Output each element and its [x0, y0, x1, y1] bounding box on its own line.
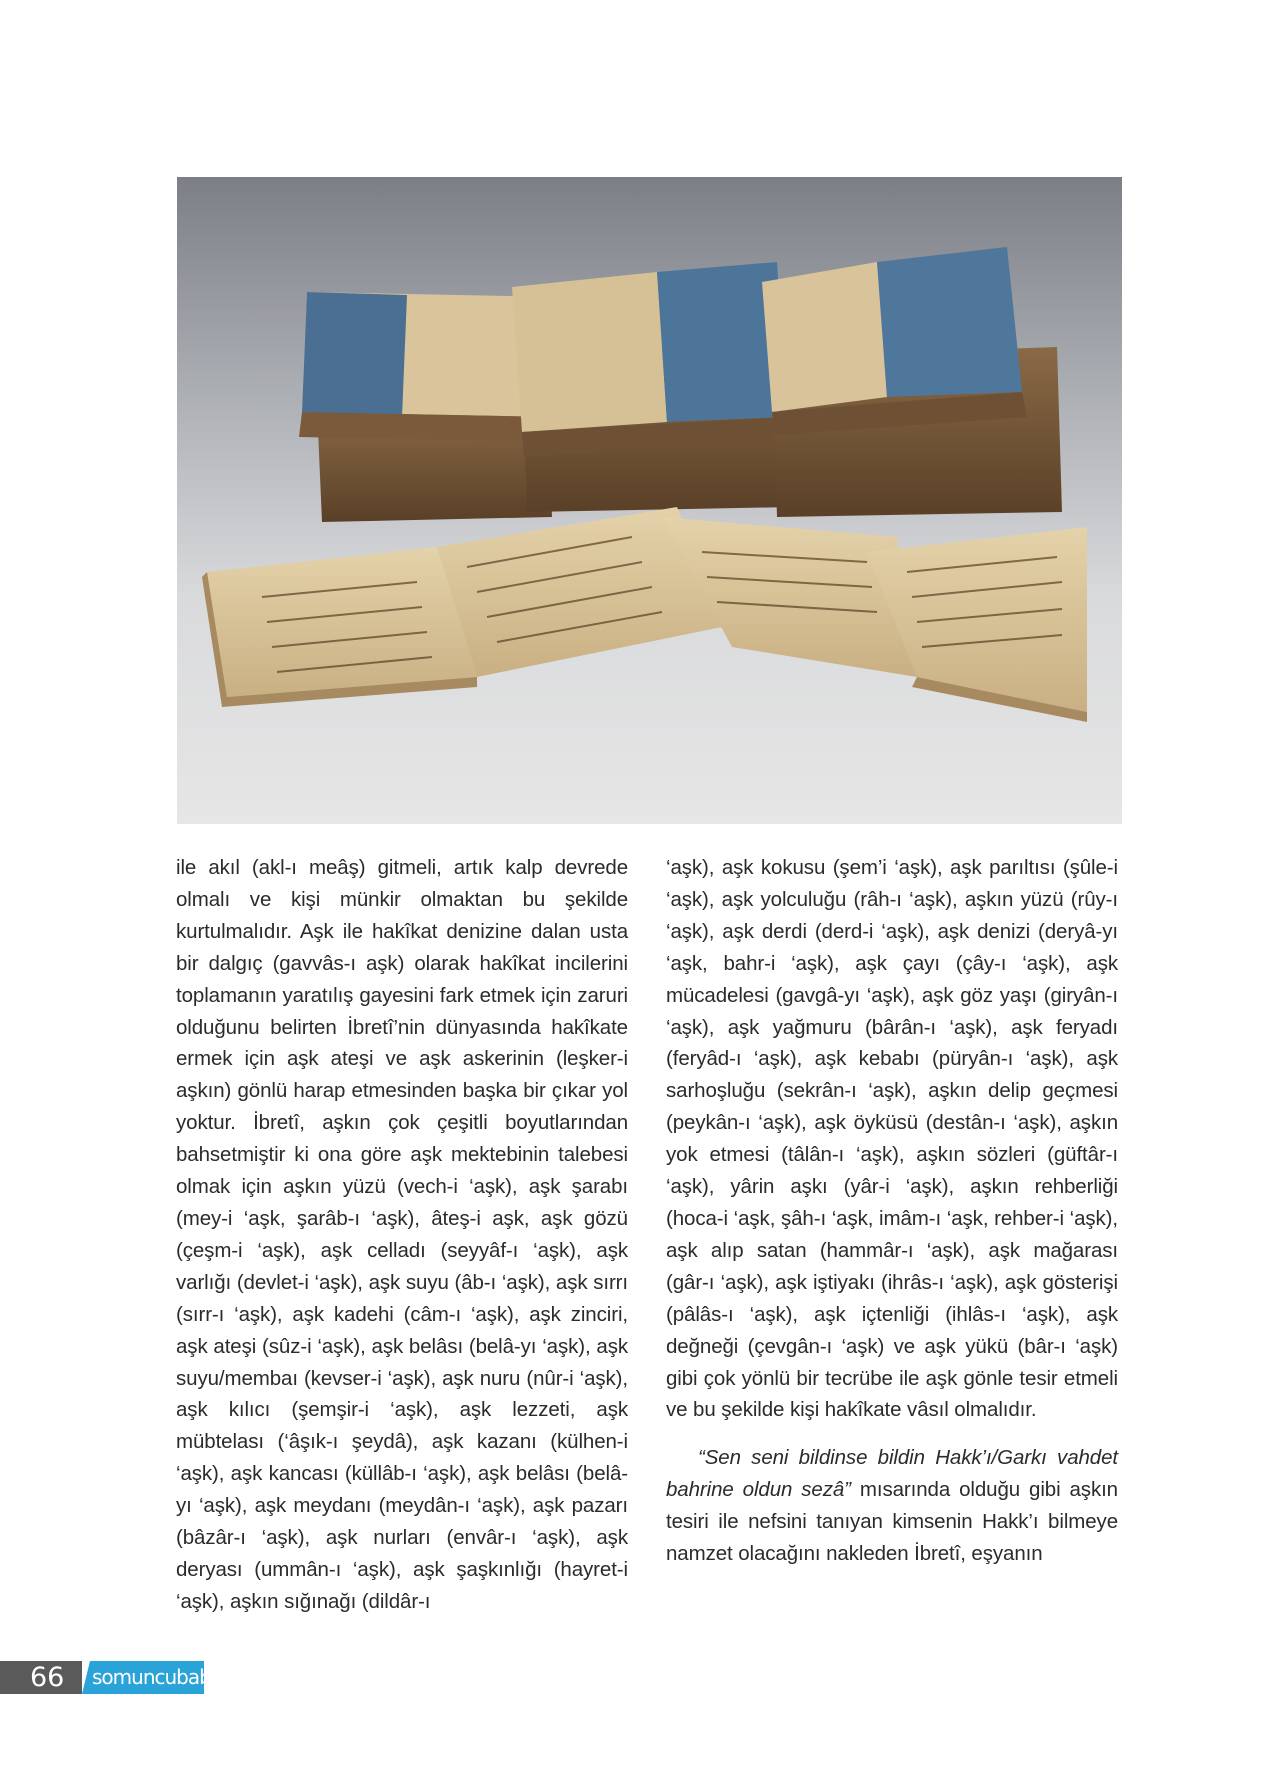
left-paragraph: ile akıl (akl-ı meâş) gitmeli, artık kalp devrede olmalı ve kişi münkir olmaktan bu şekilde kurtulmalıdır. Aşk ile hakîkat denizine dalan usta bir dalgıç (gavvâs-ı aşk) olarak hakîkat incilerini toplamanın yaratılış gayesini fark etmek için zaruri olduğunu belirten İbretî’nin dünyasında hakîkate ermek için aşk ateşi ve aşk askerinin (leşker-i aşkın) gönlü harap etmesinden başka bir çıkar yol yoktur. İbretî, aşkın çok çeşitli boyutlarından bahsetmiştir ki ona göre aşk mektebinin talebesi olmak için aşkın yüzü (vech-i ‘aşk), aşk şarabı (mey-i ‘aşk, şarâb-ı ‘aşk), âteş-i aşk, aşk gözü (çeşm-i ‘aşk), aşk celladı (seyyâf-ı ‘aşk), aşk varlığı (devlet-i ‘aşk), aşk suyu (âb-ı ‘aşk), aşk sırrı (sırr-ı ‘aşk), aşk kadehi (câm-ı ‘aşk), aşk zinciri, aşk ateşi (sûz-i ‘aşk), aşk belâsı (belâ-yı ‘aşk), aşk suyu/membaı (kevser-i ‘aşk), aşk nuru (nûr-i ‘aşk), aşk kılıcı (şemşir-i ‘aşk), aşk lezzeti, aşk mübtelası (‘âşık-ı şeydâ), aşk kazanı (külhen-i ‘aşk), aşk kancası (küllâb-ı ‘aşk), aşk belâsı (belâ-yı ‘aşk), aşk meydanı (meydân-ı ‘aşk), aşk pazarı (bâzâr-ı ‘aşk), aşk nurları (envâr-ı ‘aşk), aşk deryası (ummân-ı ‘aşk), aşk şaşkınlığı (hayret-i ‘aşk), aşkın sığınağı (dildâr-ı: [176, 856, 628, 1613]
page-number: 66: [30, 1662, 65, 1693]
right-paragraph-1: ‘aşk), aşk kokusu (şem’i ‘aşk), aşk parıltısı (şûle-i ‘aşk), aşk yolculuğu (râh-ı ‘aşk), aşkın yüzü (rûy-ı ‘aşk), aşk derdi (derd-i ‘aşk), aşk denizi (deryâ-yı ‘aşk, bahr-i ‘aşk), aşk çayı (çây-ı ‘aşk), aşk mücadelesi (gavgâ-yı ‘aşk), aşk göz yaşı (giryân-ı ‘aşk), aşk yağmuru (bârân-ı ‘aşk), aşk feryadı (feryâd-ı ‘aşk), aşk kebabı (püryân-ı ‘aşk), aşk sarhoşluğu (sekrân-ı ‘aşk), aşkın delip geçmesi (peykân-ı ‘aşk), aşk öyküsü (destân-ı ‘aşk), aşkın yok etmesi (tâlân-ı ‘aşk), aşkın sözleri (güftâr-ı ‘aşk), yârin aşkı (yâr-i ‘aşk), aşkın rehberliği (hoca-i ‘aşk, şâh-ı ‘aşk, imâm-ı ‘aşk, rehber-i ‘aşk), aşk alıp satan (hammâr-ı ‘aşk), aşk mağarası (gâr-ı ‘aşk), aşk iştiyakı (ihrâs-ı ‘aşk), aşk gösterişi (pâlâs-ı ‘aşk), aşk içtenliği (ihlâs-ı ‘aşk), aşk değneği (çevgân-ı ‘aşk) ve aşk yükü (bâr-ı ‘aşk) gibi çok yönlü bir tecrübe ile aşk gönle tesir etmeli ve bu şekilde kişi hakîkate vâsıl olmalıdır.: [666, 856, 1118, 1422]
article-left-column: [176, 852, 628, 1618]
verse-quote: “Sen seni bildinse bildin Hakk’ı/Garkı vahdet bahrine oldun sezâ”: [666, 1446, 1118, 1502]
brand-logo: somuncubaba: [92, 1665, 223, 1689]
article-right-column: [666, 852, 1118, 1570]
right-paragraph-2: [666, 1442, 1118, 1570]
right-paragraph-2-text: mısarında olduğu gibi aşkın tesiri ile nefsini tanıyan kimsenin Hakk’ı bilmeye namzet olacağını nakleden İbretî, eşyanın: [666, 1478, 1118, 1566]
manuscript-books-photo: [177, 177, 1122, 824]
manuscript-illustration: [177, 177, 1122, 824]
